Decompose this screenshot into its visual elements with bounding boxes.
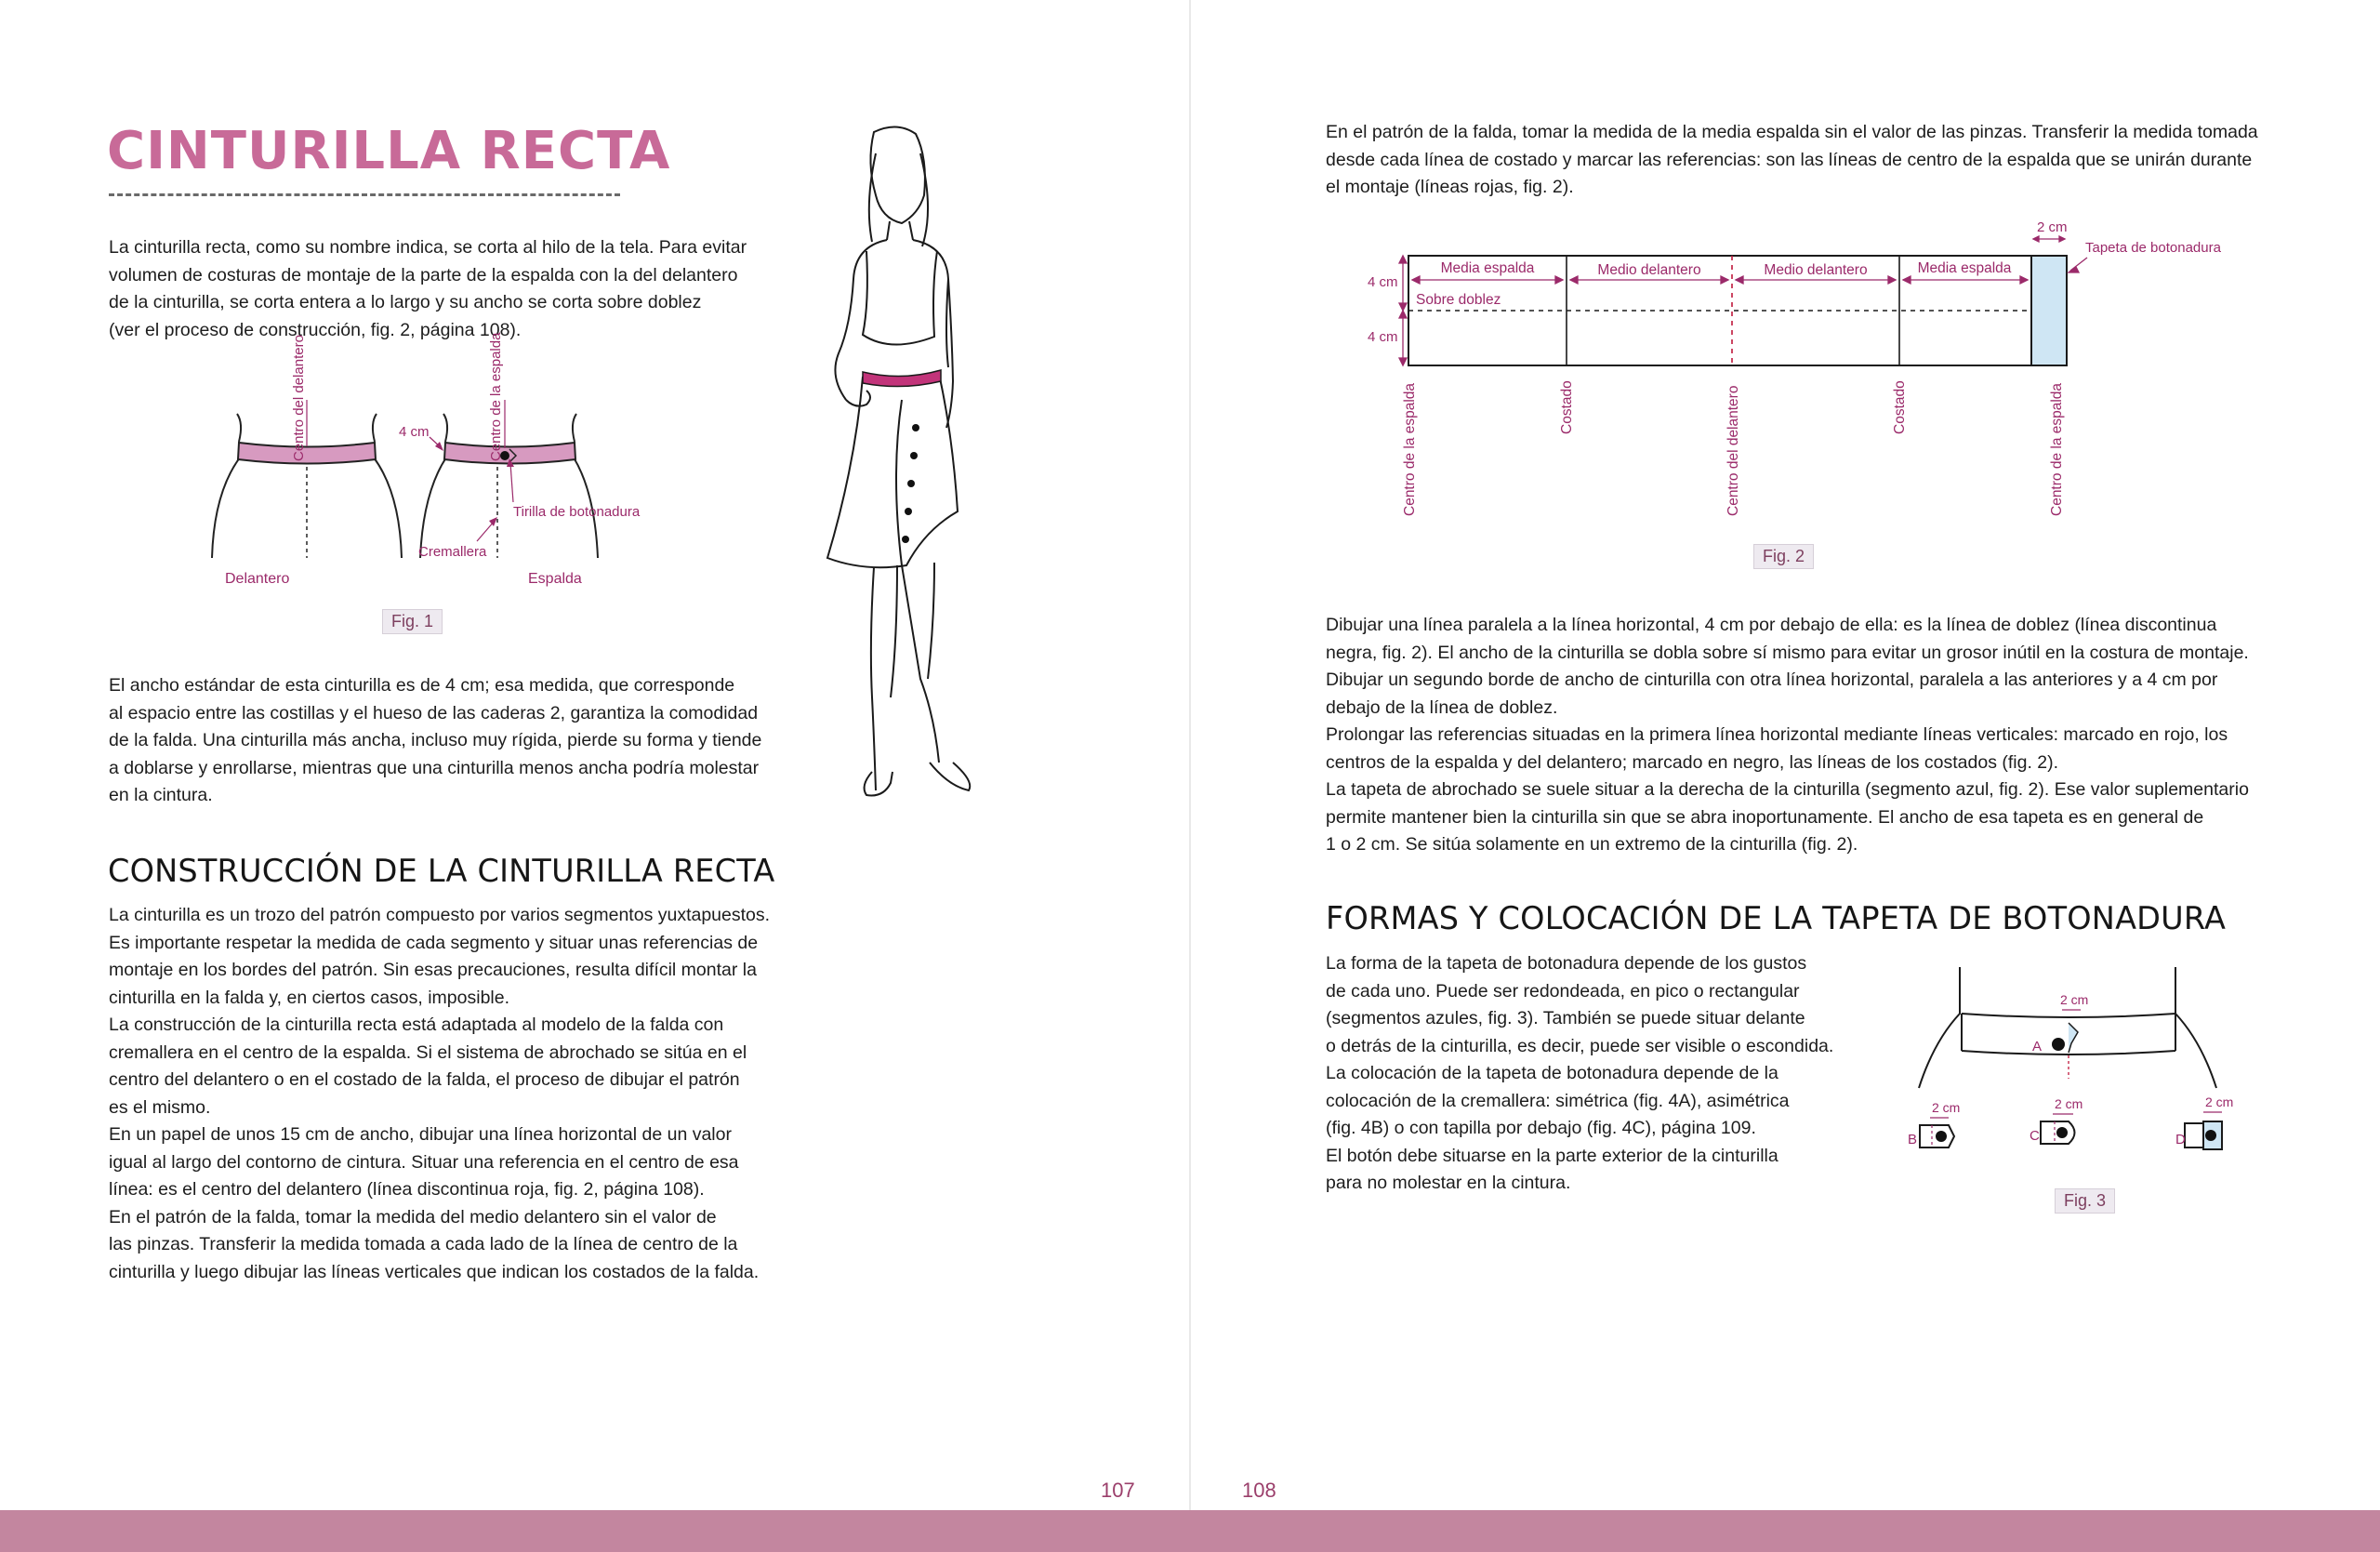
front-waist-drawing — [212, 400, 402, 558]
segment-label: Medio delantero — [1597, 262, 1701, 278]
tapeta-paragraph: La forma de la tapeta de botonadura depende de los gustos de cada uno. Puede ser redondeada, en pico o rectangular (segmentos azules, fig. 3). También se puede situar delante o detrás de la cinturilla, es decir, puede ser visible o escondida. La colocación de la tapeta de botonadura depende de la colocación de la cremallera: simétrica (fig. 4A), asimétrica (fig. 4B) o con tapilla por debajo (fig. 4C), página 109. El botón debe situarse en la parte exterior de la cinturilla para no molestar en la cintura. — [1326, 953, 1834, 1193]
label-4cm: 4 cm — [399, 424, 430, 440]
vertical-reference-label: Centro de la espalda — [2049, 382, 2065, 516]
fig3-label-a: A — [2032, 1039, 2043, 1055]
pattern-instructions-paragraph: Dibujar una línea paralela a la línea horizontal, 4 cm por debajo de ella: es la línea de doblez (línea discontinua negra, fig. 2). El ancho de la cinturilla se dobla sobre sí mismo para evitar un grosor inútil en la costura de montaje. Dibujar un segundo borde de ancho de cinturilla con otra línea horizontal, paralela a las anteriores y a 4 cm por debajo de la línea de doblez. Prolongar las referencias situadas en la primera línea horizontal mediante líneas verticales: marcado en rojo, los centros de la espalda y del delantero; marcado en negro, las líneas de los costados (fig. 2). La tapeta de abrochado se suele situar a la derecha de la cinturilla (segmento azul, fig. 2). Ese valor suplementario permite mantener bien la cinturilla sin que se abra inoportunamente. El ancho de esa tapeta es en general de 1 o 2 cm. Se sitúa solamente en un extremo de la cinturilla (fig. 2). — [1326, 615, 2249, 855]
figure-3-caption: Fig. 3 — [2055, 1188, 2115, 1214]
fig3-label-2cm-d: 2 cm — [2205, 1094, 2234, 1109]
fashion-figure-illustration — [762, 121, 1032, 809]
bottom-color-band — [0, 1510, 2380, 1552]
segment-label: Medio delantero — [1764, 262, 1868, 278]
vertical-reference-label: Costado — [1892, 380, 1908, 434]
figure-2-waistband-pattern — [1368, 219, 2236, 525]
fig3-label-c: C — [2030, 1128, 2040, 1144]
vertical-reference-label: Costado — [1559, 380, 1575, 434]
fig2-label-2cm: 2 cm — [2037, 219, 2068, 235]
vertical-reference-label: Centro del delantero — [1726, 385, 1741, 516]
tapeta-heading: FORMAS Y COLOCACIÓN DE LA TAPETA DE BOTONADURA — [1326, 900, 2227, 936]
fig3-label-b: B — [1908, 1132, 1918, 1147]
page-number-right: 108 — [1242, 1479, 1276, 1502]
intro-paragraph: La cinturilla recta, como su nombre indica, se corta al hilo de la tela. Para evitar volumen de costuras de montaje de la parte de la espalda con la del delantero de la cinturilla, se corta entera a lo largo y su ancho se corta sobre doblez (ver el proceso de construcción, fig. 2, página 108). — [109, 237, 747, 340]
vertical-reference-label: Centro de la espalda — [1402, 382, 1418, 516]
figure-2-caption: Fig. 2 — [1753, 544, 1814, 569]
label-sobre-doblez: Sobre doblez — [1416, 292, 1501, 308]
fig3-label-d: D — [2175, 1132, 2186, 1147]
label-delantero: Delantero — [225, 571, 290, 587]
segment-label: Media espalda — [1440, 260, 1535, 276]
label-espalda: Espalda — [528, 571, 582, 587]
page-title: CINTURILLA RECTA — [107, 121, 671, 181]
right-intro-paragraph: En el patrón de la falda, tomar la medida de la media espalda sin el valor de las pinzas. Transferir la medida tomada desde cada línea de costado y marcar las referencias: son las líneas de centro de la espalda que se unirán durante el montaje (líneas rojas, fig. 2). — [1326, 122, 2258, 197]
left-page — [0, 0, 1190, 1510]
figure-1-caption: Fig. 1 — [382, 609, 443, 634]
figure-waistband-highlight — [863, 370, 941, 387]
tapeta-segment — [2031, 256, 2067, 365]
construction-heading: CONSTRUCCIÓN DE LA CINTURILLA RECTA — [108, 853, 775, 889]
fig2-label-tapeta: Tapeta de botonadura — [2085, 240, 2221, 256]
label-tirilla-botonadura: Tirilla de botonadura — [513, 504, 641, 520]
button-icon — [2052, 1038, 2065, 1051]
figure-1-waistband-diagram — [186, 332, 641, 595]
width-paragraph: El ancho estándar de esta cinturilla es de 4 cm; esa medida, que corresponde al espacio entre las costillas y el hueso de las caderas 2, garantiza la comodidad de la falda. Una cinturilla más ancha, incluso muy rígida, pierde su forma y tiende a doblarse y enrollarse, mientras que una cinturilla menos ancha podría molestar en la cintura. — [109, 675, 762, 805]
title-dashed-rule — [109, 193, 620, 196]
tapeta-d-rectangular — [2185, 1123, 2205, 1147]
button-icon — [2056, 1127, 2068, 1138]
fig3-label-2cm-b: 2 cm — [1932, 1100, 1961, 1115]
fig3-label-2cm-c: 2 cm — [2055, 1096, 2083, 1111]
figure-skirt-buttons — [902, 424, 919, 543]
fig2-label-4cm-bottom: 4 cm — [1368, 329, 1398, 345]
button-icon — [1936, 1131, 1947, 1142]
fig3-label-2cm-a: 2 cm — [2060, 992, 2089, 1007]
back-waist-drawing — [420, 400, 598, 558]
label-cremallera: Cremallera — [418, 544, 487, 560]
segment-label: Media espalda — [1917, 260, 2012, 276]
label-centro-delantero: Centro del delantero — [291, 335, 307, 461]
label-centro-espalda: Centro de la espalda — [488, 332, 504, 461]
tapeta-a-pointed — [2069, 1023, 2078, 1053]
fig2-label-4cm-top: 4 cm — [1368, 274, 1398, 290]
right-page — [1190, 0, 2380, 1510]
figure-3-tapeta-shapes — [1906, 967, 2334, 1172]
button-icon — [2205, 1130, 2216, 1141]
page-number-left: 107 — [1101, 1479, 1135, 1502]
construction-paragraph: La cinturilla es un trozo del patrón compuesto por varios segmentos yuxtapuestos. Es importante respetar la medida de cada segmento y situar unas referencias de montaje en los bordes del patrón. Sin esas precauciones, resulta difícil montar la cinturilla en la falda y, en ciertos casos, imposible. La construcción de la cinturilla recta está adaptada al modelo de la falda con cremallera en el centro de la espalda. Si el sistema de abrochado se sitúa en el centro del delantero o en el costado de la falda, el proceso de dibujar el patrón es el mismo. En un papel de unos 15 cm de ancho, dibujar una línea horizontal de un valor igual al largo del contorno de cintura. Situar una referencia en el centro de esa línea: es el centro del delantero (línea discontinua roja, fig. 2, página 108). En el patrón de la falda, tomar la medida del medio delantero sin el valor de las pinzas. Transferir la medida tomada a cada lado de la línea de centro de la cinturilla y luego dibujar las líneas verticales que indican los costados de la falda. — [109, 905, 771, 1282]
